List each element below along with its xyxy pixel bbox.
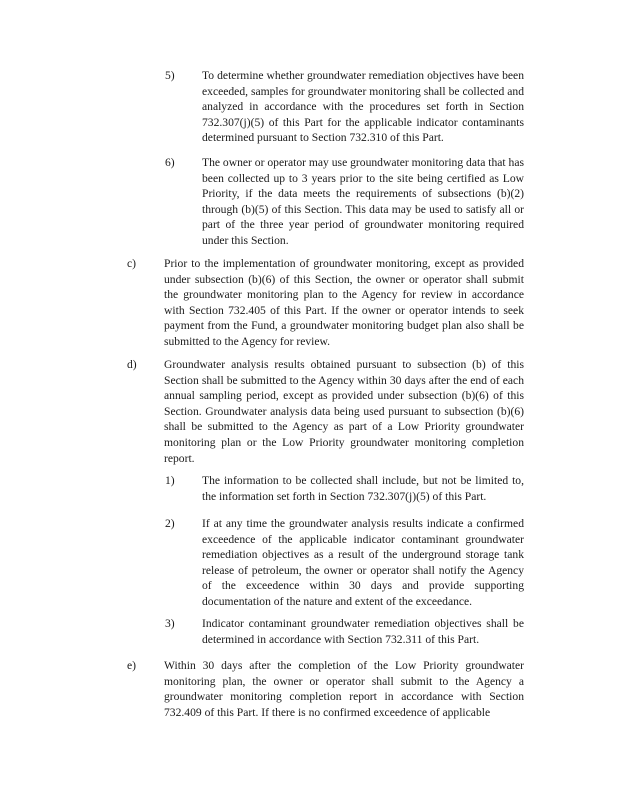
item-text: Prior to the implementation of groundwater monitoring, except as provided under subsection (b)(6) of this Section, the owner or operator shall submit the groundwater monitoring plan to the Agency for review in accordance with Section 732.405 of this Part. If the owner or operator intends to seek payment from the Fund, a groundwater monitoring budget plan also shall be submitted to the Agency for review. — [164, 257, 524, 348]
item-label: c) — [127, 257, 137, 270]
item-text: Indicator contaminant groundwater remediation objectives shall be determined in accordance with Section 732.311 of this Part. — [202, 617, 524, 646]
item-text: The owner or operator may use groundwater monitoring data that has been collected up to 3 years prior to the site being certified as Low Priority, if the data meets the requirements of subsections (b)(2) through (b)(5) of this Section. This data may be used to satisfy all or part of the three year period of groundwater monitoring required under this Section. — [202, 156, 524, 247]
list-item-d2 — [0, 516, 619, 612]
item-label: 2) — [165, 517, 175, 530]
item-text: To determine whether groundwater remediation objectives have been exceeded, samples for groundwater monitoring shall be collected and analyzed in accordance with the procedures set forth in Section 732.307(j)(5) of this Part for the applicable indicator contaminants determined pursuant to Section 732.310 of this Part. — [202, 69, 524, 145]
item-label: 3) — [165, 617, 175, 630]
item-text: The information to be collected shall include, but not be limited to, the information set forth in Section 732.307(j)(5) of this Part. — [202, 474, 524, 503]
list-item-d3 — [0, 616, 619, 650]
item-label: 1) — [165, 474, 175, 487]
item-text: Within 30 days after the completion of the Low Priority groundwater monitoring plan, the owner or operator shall submit to the Agency a groundwater monitoring completion report in accordance with Section 732.409 of this Part. If there is no confirmed exceedence of applicable — [164, 659, 524, 719]
item-label: d) — [127, 358, 137, 371]
list-item-e — [0, 658, 619, 724]
item-label: 6) — [165, 156, 175, 169]
list-item-b5 — [0, 68, 619, 148]
item-text: If at any time the groundwater analysis results indicate a confirmed exceedence of the applicable indicator contaminant groundwater remediation objectives as a result of the underground storage tank release of petroleum, the owner or operator shall notify the Agency of the exceedence within 30 days and provide supporting documentation of the nature and extent of the exceedance. — [202, 517, 524, 608]
list-item-c — [0, 256, 619, 352]
list-item-b6 — [0, 155, 619, 251]
item-label: e) — [127, 659, 137, 672]
list-item-d — [0, 357, 619, 467]
list-item-d1 — [0, 473, 619, 507]
item-label: 5) — [165, 69, 175, 82]
item-text: Groundwater analysis results obtained pursuant to subsection (b) of this Section shall be submitted to the Agency within 30 days after the end of each annual sampling period, except as provided under subsection (b)(6) of this Section. Groundwater analysis data being used pursuant to subsection (b)(6) shall be submitted to the Agency as part of a Low Priority groundwater monitoring plan or the Low Priority groundwater monitoring completion report. — [164, 358, 524, 465]
